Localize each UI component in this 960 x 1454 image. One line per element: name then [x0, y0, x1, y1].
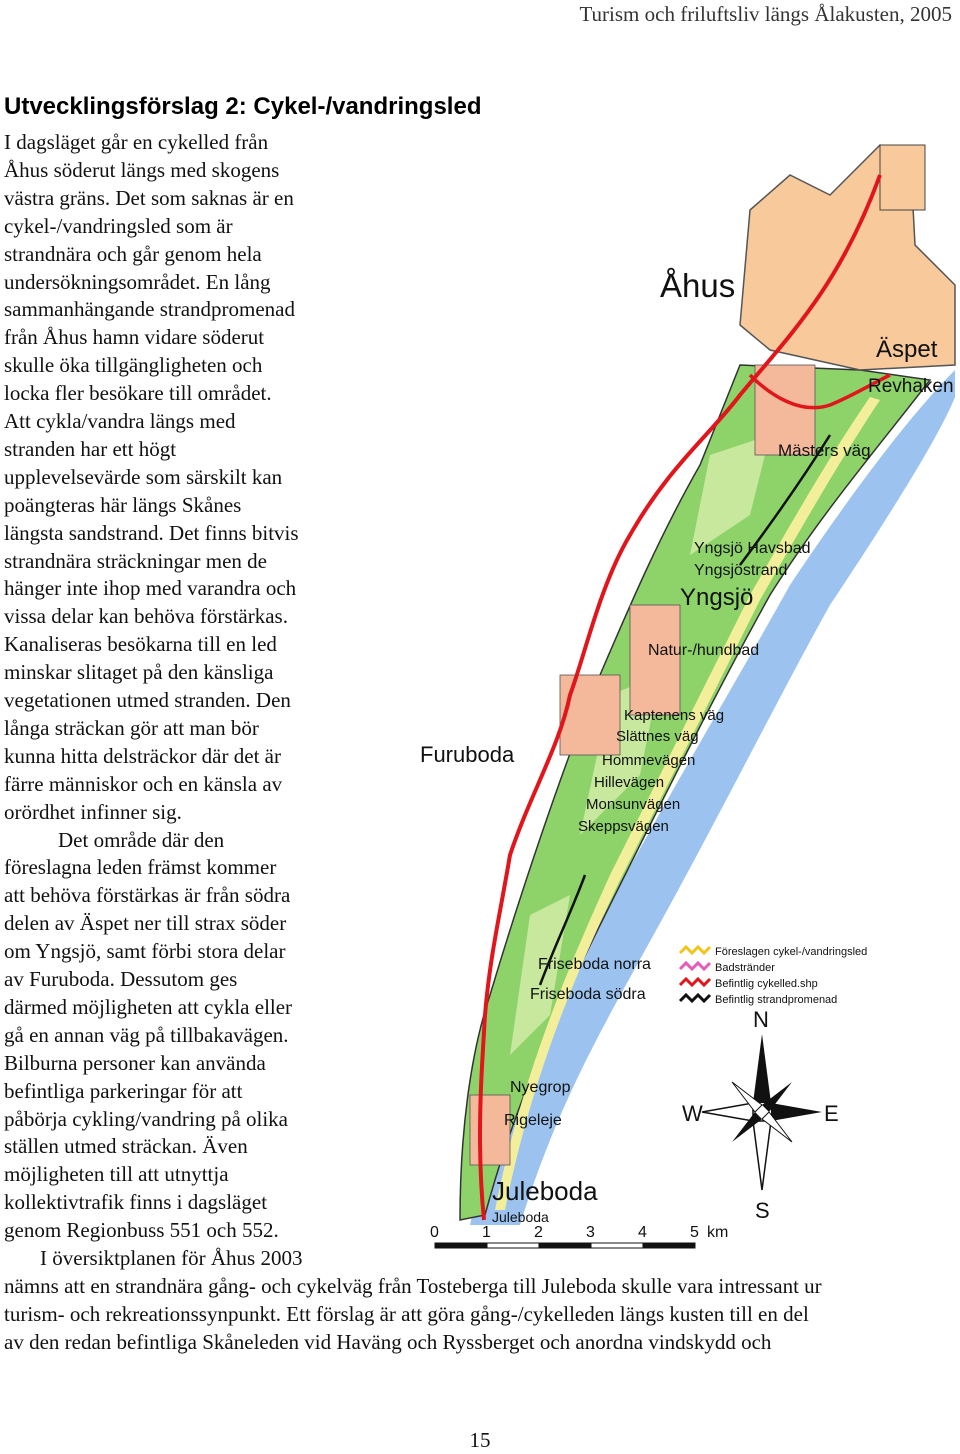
scale-tick-label: 0: [430, 1224, 439, 1241]
scale-tick-label: 1: [482, 1224, 491, 1241]
settlement: [630, 605, 680, 715]
body-text-line: poängteras här längs Skånes: [4, 492, 242, 517]
place-label-hommevagen: Hommevägen: [602, 752, 696, 769]
body-text-line: av den redan befintliga Skåneleden vid Haväng och Ryssberget och anordna vindskydd och: [4, 1329, 772, 1354]
map-svg: [410, 135, 960, 1260]
body-text-line: Kanaliseras besökarna till en led: [4, 632, 277, 657]
scale-segment: [591, 1243, 643, 1248]
body-text-line: strandnära och går genom hela: [4, 241, 262, 266]
body-text-line: befintliga parkeringar för att: [4, 1078, 243, 1103]
body-text-line: ställen utmed sträckan. Även: [4, 1134, 248, 1159]
place-label-slattnes-vag: Slättnes väg: [616, 728, 699, 745]
legend-swatch: [680, 947, 710, 953]
compass-e: E: [824, 1101, 839, 1126]
body-text-line: kollektivtrafik finns i dagsläget: [4, 1190, 268, 1215]
body-text-line: att behöva förstärkas är från södra: [4, 883, 291, 908]
place-label-hillevagen: Hillevägen: [594, 774, 665, 791]
compass-rose: [682, 1007, 839, 1223]
body-text-line: orördhet infinner sig.: [4, 799, 182, 824]
body-text-line: om Yngsjö, samt förbi stora delar: [4, 939, 286, 964]
body-text-line: stranden har ett högt: [4, 436, 177, 461]
legend-label: Föreslagen cykel-/vandringsled: [715, 946, 868, 958]
place-label-yngsjostrand: Yngsjöstrand: [694, 562, 788, 579]
compass-w: W: [682, 1101, 703, 1126]
compass-arrow-south: [753, 1121, 771, 1190]
body-text-line: vegetationen utmed stranden. Den: [4, 688, 291, 712]
place-label-monsunvagen: Monsunvägen: [586, 796, 681, 813]
scale-segment: [539, 1243, 591, 1248]
place-label-nyegrop: Nyegrop: [510, 1079, 571, 1096]
body-text-line: Bilburna personer kan använda: [4, 1050, 266, 1075]
place-label-friseboda-norra: Friseboda norra: [538, 956, 651, 973]
place-label-rigeleje: Rigeleje: [504, 1112, 562, 1129]
settlement: [560, 675, 620, 755]
body-text-line: I översiktplanen för Åhus 2003: [40, 1246, 303, 1270]
body-text-line: från Åhus hamn vidare söderut: [4, 325, 265, 350]
place-label-aspet: Äspet: [876, 336, 938, 363]
body-text-line: skulle öka tillgängligheten och: [4, 353, 263, 378]
body-text-line: upplevelsevärde som särskilt kan: [4, 464, 283, 489]
body-text-line: av Furuboda. Dessutom ges: [4, 967, 238, 991]
body-text-line: hänger inte ihop med varandra och: [4, 576, 297, 601]
scale-segment: [435, 1243, 487, 1248]
body-text-line: minskar slitaget på den känsliga: [4, 660, 274, 685]
body-text-line: cykel-/vandringsled som är: [4, 213, 233, 238]
place-label-furuboda: Furuboda: [420, 742, 515, 767]
legend-swatch: [680, 963, 710, 969]
body-text-line: genom Regionbuss 551 och 552.: [4, 1218, 279, 1243]
body-text-line: delen av Äspet ner till strax söder: [4, 911, 287, 936]
legend-swatch: [680, 979, 710, 985]
compass-arrow-east: [771, 1103, 822, 1121]
compass-n: N: [753, 1007, 769, 1032]
scale-tick-label: 3: [586, 1224, 595, 1241]
body-text-line: vissa delar kan behöva förstärkas.: [4, 604, 288, 629]
place-label-skeppsvagen: Skeppsvägen: [578, 818, 669, 835]
page-number: 15: [469, 1428, 491, 1452]
map-figure: [410, 135, 960, 1260]
body-text-line: kunna hitta delsträckor där det är: [4, 743, 281, 768]
scale-tick-label: 4: [638, 1224, 647, 1241]
place-label-yngsjo-havsbad: Yngsjö Havsbad: [694, 540, 811, 557]
body-text-line: därmed möjligheten att cykla eller: [4, 994, 293, 1019]
body-text-line: Åhus söderut längs med skogens: [4, 157, 280, 182]
scale-bar: [430, 1224, 728, 1248]
compass-arrow-north: [753, 1034, 771, 1103]
place-label-friseboda-sodra: Friseboda södra: [530, 986, 646, 1003]
map-legend: [680, 946, 867, 1006]
body-text-line: möjligheten till att utnyttja: [4, 1162, 229, 1187]
body-text-line: nämns att en strandnära gång- och cykelväg från Tosteberga till Juleboda skulle vara intressant ur: [4, 1273, 822, 1298]
section-title: Utvecklingsförslag 2: Cykel-/vandringsled: [4, 93, 482, 120]
body-text-line: västra gräns. Det som saknas är en: [4, 185, 294, 210]
body-text-line: turism- och rekreationssynpunkt. Ett förslag är att göra gång-/cykelleden längs kusten till en del: [4, 1301, 809, 1326]
body-text-line: längsta sandstrand. Det finns bitvis: [4, 520, 299, 545]
scale-segment: [487, 1243, 539, 1248]
body-text-line: undersökningsområdet. En lång: [4, 269, 271, 294]
body-text-line: långa sträckan gör att man bör: [4, 715, 259, 740]
body-text-line: Att cykla/vandra längs med: [4, 409, 236, 433]
scale-segment: [643, 1243, 695, 1248]
body-text-line: locka fler besökare till området.: [4, 381, 272, 406]
place-label-yngsjo: Yngsjö: [680, 584, 754, 611]
legend-label: Befintlig strandpromenad: [715, 994, 838, 1006]
scale-tick-label: 2: [534, 1224, 543, 1241]
place-label-masters-vag: Mästers väg: [778, 441, 871, 460]
body-text-line: strandnära sträckningar men de: [4, 548, 267, 573]
place-label-juleboda-small: Juleboda: [492, 1209, 549, 1225]
body-text-line: gå en annan väg på tillbakavägen.: [4, 1022, 289, 1047]
body-text-line: sammanhängande strandpromenad: [4, 297, 295, 322]
running-header: Turism och friluftsliv längs Ålakusten, 2005: [579, 2, 952, 26]
body-text-line: föreslagna leden främst kommer: [4, 855, 277, 880]
body-text-line: Det område där den: [58, 827, 225, 852]
body-text-line: I dagsläget går en cykelled från: [4, 130, 269, 154]
legend-swatch: [680, 995, 710, 1001]
legend-label: Befintlig cykelled.shp: [715, 978, 818, 990]
body-text-line: färre människor och en känsla av: [4, 771, 283, 796]
place-label-kaptenens-vag: Kaptenens väg: [624, 707, 725, 724]
place-label-revhaken: Revhaken: [868, 376, 954, 397]
settlement: [470, 1095, 510, 1165]
scale-unit: km: [707, 1224, 729, 1241]
place-label-natur-hundbad: Natur-/hundbad: [648, 642, 760, 659]
place-label-ahus: Åhus: [660, 267, 736, 304]
place-label-juleboda-big: Juleboda: [492, 1176, 598, 1206]
compass-s: S: [755, 1198, 770, 1223]
legend-label: Badstränder: [715, 962, 775, 974]
compass-arrow-west: [702, 1103, 753, 1121]
settlement: [880, 145, 925, 210]
body-text-line: påbörja cykling/vandring på olika: [4, 1106, 289, 1131]
scale-tick-label: 5: [690, 1224, 699, 1241]
